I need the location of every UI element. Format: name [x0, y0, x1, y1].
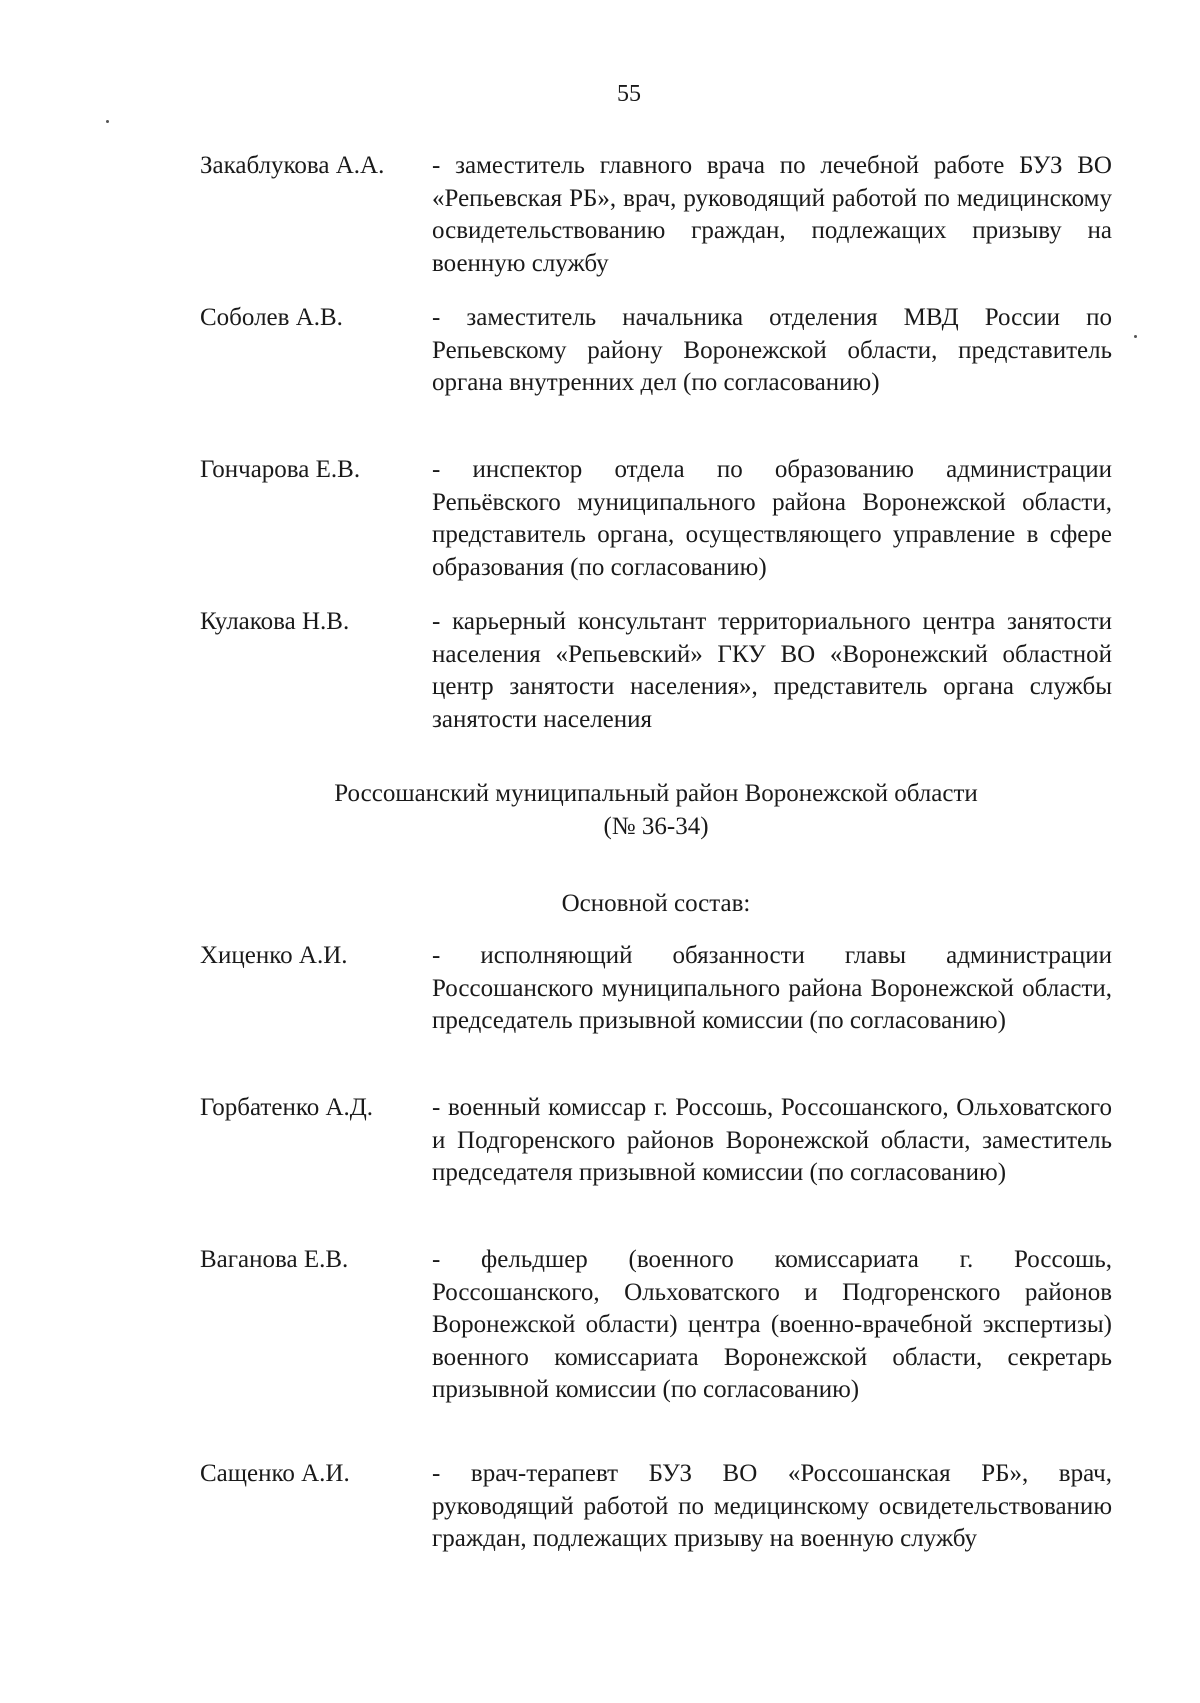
member-description: - исполняющий обязанности главы администрации Россошанского муниципального района Воронежской области, председатель призывной комиссии (по согласованию) [432, 942, 1112, 1034]
member-name: Закаблукова А.А. [200, 152, 385, 179]
member-name: Кулакова Н.В. [200, 608, 350, 635]
member-description: - фельдшер (военного комиссариата г. Россошь, Россошанского, Ольховатского и Подгоренского районов Воронежской области) центра (военно-врачебной экспертизы) военного комиссариата Воронежской области, секретарь призывной комиссии (по согласованию) [432, 1246, 1112, 1403]
member-name: Горбатенко А.Д. [200, 1094, 374, 1121]
page-number: 55 [617, 81, 641, 107]
member-description: - военный комиссар г. Россошь, Россошанского, Ольховатского и Подгоренского районов Воронежской области, заместитель председателя призывной комиссии (по согласованию) [432, 1094, 1112, 1186]
section-number: (№ 36-34) [603, 813, 709, 840]
member-description: - инспектор отдела по образованию администрации Репьёвского муниципального района Воронежской области, представитель органа, осуществляющего управление в сфере образования (по согласованию) [432, 456, 1112, 581]
member-description: - карьерный консультант территориального центра занятости населения «Репьевский» ГКУ ВО «Воронежский областной центр занятости населения», представитель органа службы занятости населения [432, 608, 1112, 733]
entry-sobolev [200, 302, 1112, 400]
entry-gorbatenko [200, 1092, 1112, 1190]
entry-vaganova [200, 1244, 1112, 1407]
entry-khitsenko [200, 940, 1112, 1038]
section-subtitle: Основной состав: [561, 890, 751, 917]
member-name: Ваганова Е.В. [200, 1246, 349, 1273]
member-name: Гончарова Е.В. [200, 456, 361, 483]
entry-kulakova [200, 606, 1112, 736]
entry-zakablukova [200, 150, 1112, 280]
entry-sashchenko [200, 1458, 1112, 1556]
member-description: - заместитель начальника отделения МВД России по Репьевскому району Воронежской области, представитель органа внутренних дел (по согласованию) [432, 304, 1112, 396]
member-name: Сащенко А.И. [200, 1460, 350, 1487]
member-name: Хиценко А.И. [200, 942, 348, 969]
section-title: Россошанский муниципальный район Воронежской области [334, 780, 978, 807]
member-description: - врач-терапевт БУЗ ВО «Россошанская РБ», врач, руководящий работой по медицинскому освидетельствованию граждан, подлежащих призыву на военную службу [432, 1460, 1112, 1552]
scan-speck [1134, 335, 1137, 338]
entry-goncharova [200, 454, 1112, 584]
member-name: Соболев А.В. [200, 304, 343, 331]
member-description: - заместитель главного врача по лечебной работе БУЗ ВО «Репьевская РБ», врач, руководящий работой по медицинскому освидетельствованию граждан, подлежащих призыву на военную службу [432, 152, 1112, 277]
scan-speck [106, 120, 109, 123]
